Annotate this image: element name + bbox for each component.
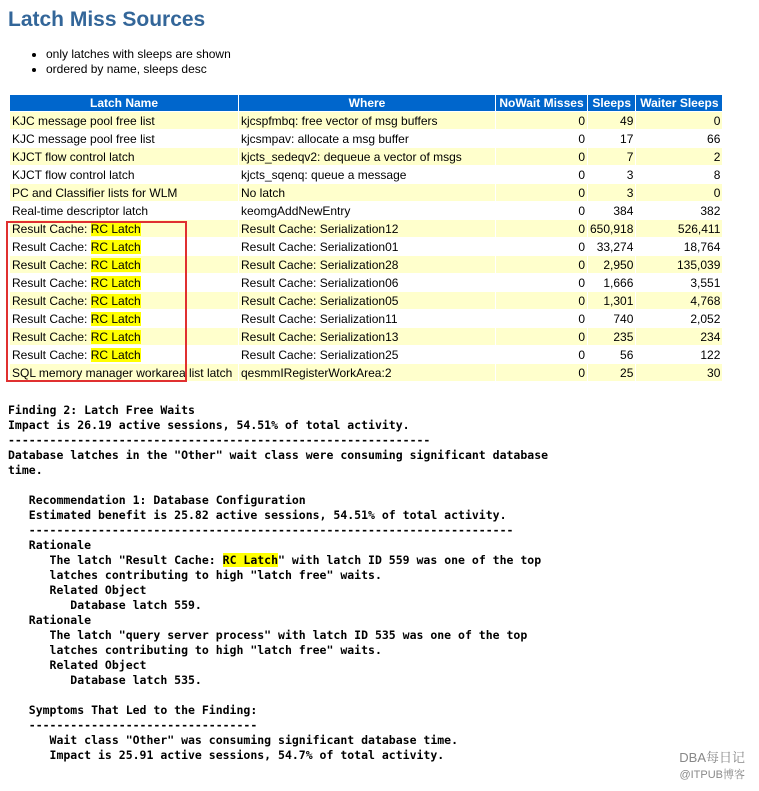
waiter-sleeps-cell: 2,052: [636, 310, 722, 327]
col-waiter-sleeps: Waiter Sleeps: [636, 95, 722, 111]
addm-finding-output: [8, 403, 548, 763]
latch-miss-table: [9, 94, 723, 382]
nowait-cell: 0: [496, 310, 587, 327]
highlighted-text: RC Latch: [90, 293, 141, 308]
finding-line: Finding 2: Latch Free Waits: [8, 403, 195, 417]
table-row: [10, 148, 722, 165]
where-cell: Result Cache: Serialization25: [239, 346, 495, 363]
finding-line: Impact is 25.91 active sessions, 54.7% of total activity.: [8, 748, 445, 762]
finding-line: Related Object: [8, 583, 147, 597]
finding-line: The latch "query server process" with latch ID 535 was one of the top: [8, 628, 528, 642]
latch-name-prefix: Result Cache:: [12, 311, 91, 326]
table-row: [10, 166, 722, 183]
where-cell: Result Cache: Serialization28: [239, 256, 495, 273]
sleeps-cell: 17: [588, 130, 635, 147]
nowait-cell: 0: [496, 166, 587, 183]
latch-name-cell: KJC message pool free list: [10, 130, 238, 147]
table-row: [10, 238, 722, 255]
nowait-cell: 0: [496, 238, 587, 255]
sleeps-cell: 650,918: [590, 221, 634, 236]
nowait-cell: 0: [496, 202, 587, 219]
sleeps-cell: 3: [588, 184, 635, 201]
finding-line: Recommendation 1: Database Configuration: [8, 493, 306, 507]
latch-name-cell: [10, 328, 238, 345]
divider-line: ----------------------------------------------------------------------: [8, 523, 514, 537]
sleeps-cell: 56: [588, 346, 635, 363]
nowait-cell: 0: [496, 184, 587, 201]
sleeps-cell: 49: [588, 112, 635, 129]
table-row: [10, 130, 722, 147]
table-row: [10, 364, 722, 381]
table-row: [10, 310, 722, 327]
finding-line: Database latches in the "Other" wait class were consuming significant database: [8, 448, 549, 462]
sleeps-cell: 3: [588, 166, 635, 183]
latch-name-cell: [10, 220, 238, 237]
latch-name-cell: [10, 346, 238, 363]
highlighted-text: RC Latch: [90, 329, 141, 344]
page-title: Latch Miss Sources: [8, 8, 206, 31]
waiter-sleeps-cell: 0: [636, 112, 722, 129]
col-nowait-misses: NoWait Misses: [496, 95, 587, 111]
latch-name-cell: KJCT flow control latch: [10, 148, 238, 165]
finding-line: Wait class "Other" was consuming significant database time.: [8, 733, 459, 747]
finding-line: Database latch 535.: [8, 673, 202, 687]
divider-line: -------------------------------------------------------------: [8, 433, 431, 447]
nowait-cell: 0: [496, 148, 587, 165]
where-cell: kjcts_sedeqv2: dequeue a vector of msgs: [239, 148, 495, 165]
finding-line: Impact is 26.19 active sessions, 54.51% of total activity.: [8, 418, 410, 432]
waiter-sleeps-cell: 526,411: [636, 220, 722, 237]
latch-name-prefix: Result Cache:: [12, 293, 91, 308]
waiter-sleeps-cell: 30: [636, 364, 722, 381]
latch-name-prefix: Result Cache:: [12, 257, 91, 272]
finding-line: Symptoms That Led to the Finding:: [8, 703, 258, 717]
sleeps-cell: 2,950: [588, 256, 635, 273]
waiter-sleeps-cell: 382: [636, 202, 722, 219]
table-row: [10, 346, 722, 363]
latch-name-cell: SQL memory manager workarea list latch: [10, 364, 238, 381]
table-row: [10, 256, 722, 273]
waiter-sleeps-cell: 3,551: [636, 274, 722, 291]
sleeps-cell: 1,666: [588, 274, 635, 291]
watermark-main: DBA每日记: [679, 750, 745, 765]
note-item: • only latches with sleeps are shown: [46, 47, 231, 62]
where-cell: Result Cache: Serialization06: [239, 274, 495, 291]
notes-list: [30, 47, 231, 77]
where-cell: kjcspfmbq: free vector of msg buffers: [239, 112, 495, 129]
finding-line: latches contributing to high "latch free" waits.: [8, 568, 382, 582]
highlighted-text: RC Latch: [90, 221, 141, 236]
highlighted-text: RC Latch: [90, 257, 141, 272]
where-cell: Result Cache: Serialization11: [239, 310, 495, 327]
note-item: • ordered by name, sleeps desc: [46, 62, 231, 77]
latch-name-cell: [10, 292, 238, 309]
finding-line: time.: [8, 463, 43, 477]
latch-name-cell: KJCT flow control latch: [10, 166, 238, 183]
table-row: [10, 202, 722, 219]
col-where: Where: [239, 95, 495, 111]
col-latch-name: Latch Name: [10, 95, 238, 111]
waiter-sleeps-cell: 2: [636, 148, 722, 165]
waiter-sleeps-cell: 135,039: [636, 256, 722, 273]
divider-line: ---------------------------------: [8, 718, 258, 732]
waiter-sleeps-cell: 4,768: [636, 292, 722, 309]
waiter-sleeps-cell: 66: [636, 130, 722, 147]
latch-name-cell: Real-time descriptor latch: [10, 202, 238, 219]
latch-name-cell: [10, 238, 238, 255]
latch-name-prefix: Result Cache:: [12, 347, 91, 362]
highlighted-text: RC Latch: [90, 311, 141, 326]
nowait-cell: 0: [496, 274, 587, 291]
sleeps-cell: 1,301: [588, 292, 635, 309]
nowait-cell: 0: [496, 130, 587, 147]
where-cell: kjcsmpav: allocate a msg buffer: [239, 130, 495, 147]
highlighted-text: RC Latch: [90, 239, 141, 254]
finding-line: Estimated benefit is 25.82 active sessions, 54.51% of total activity.: [8, 508, 507, 522]
latch-name-prefix: Result Cache:: [12, 221, 91, 236]
table-row: [10, 184, 722, 201]
latch-name-cell: [10, 310, 238, 327]
nowait-cell: 0: [496, 364, 587, 381]
watermark: [679, 747, 745, 782]
col-sleeps: Sleeps: [588, 95, 635, 111]
highlighted-text: RC Latch: [90, 275, 141, 290]
highlighted-text: RC Latch: [222, 553, 279, 567]
finding-line: Related Object: [8, 658, 147, 672]
nowait-cell: 0: [496, 328, 587, 345]
sleeps-cell: 33,274: [588, 238, 635, 255]
table-row: [10, 220, 722, 237]
table-row: [10, 328, 722, 345]
latch-name-prefix: Result Cache:: [12, 239, 91, 254]
finding-line: The latch "Result Cache:: [8, 553, 223, 567]
waiter-sleeps-cell: 8: [636, 166, 722, 183]
latch-name-prefix: Result Cache:: [12, 329, 91, 344]
latch-name-cell: [10, 274, 238, 291]
where-cell: Result Cache: Serialization12: [239, 220, 495, 237]
finding-line: Rationale: [8, 538, 92, 552]
waiter-sleeps-cell: 18,764: [636, 238, 722, 255]
where-cell: qesmmIRegisterWorkArea:2: [239, 364, 495, 381]
sleeps-cell: 384: [588, 202, 635, 219]
waiter-sleeps-cell: 122: [636, 346, 722, 363]
latch-name-cell: PC and Classifier lists for WLM: [10, 184, 238, 201]
where-cell: Result Cache: Serialization13: [239, 328, 495, 345]
where-cell: kjcts_sqenq: queue a message: [239, 166, 495, 183]
nowait-cell: 0: [496, 256, 587, 273]
finding-line: Rationale: [8, 613, 92, 627]
nowait-cell: 0: [496, 346, 587, 363]
sleeps-cell: 25: [588, 364, 635, 381]
latch-name-cell: [10, 256, 238, 273]
highlighted-text: RC Latch: [90, 347, 141, 362]
where-cell: keomgAddNewEntry: [239, 202, 495, 219]
watermark-sub: @ITPUB博客: [679, 769, 745, 781]
where-cell: Result Cache: Serialization05: [239, 292, 495, 309]
table-row: [10, 112, 722, 129]
finding-line: " with latch ID 559 was one of the top: [278, 553, 542, 567]
nowait-cell: 0: [496, 220, 587, 237]
waiter-sleeps-cell: 0: [636, 184, 722, 201]
table-row: [10, 274, 722, 291]
finding-line: Database latch 559.: [8, 598, 202, 612]
latch-name-prefix: Result Cache:: [12, 275, 91, 290]
where-cell: Result Cache: Serialization01: [239, 238, 495, 255]
sleeps-cell: 7: [588, 148, 635, 165]
where-cell: No latch: [239, 184, 495, 201]
finding-line: latches contributing to high "latch free" waits.: [8, 643, 382, 657]
sleeps-cell: 740: [588, 310, 635, 327]
table-row: [10, 292, 722, 309]
latch-name-cell: KJC message pool free list: [10, 112, 238, 129]
nowait-cell: 0: [496, 292, 587, 309]
waiter-sleeps-cell: 234: [636, 328, 722, 345]
nowait-cell: 0: [496, 112, 587, 129]
sleeps-cell: 235: [588, 328, 635, 345]
